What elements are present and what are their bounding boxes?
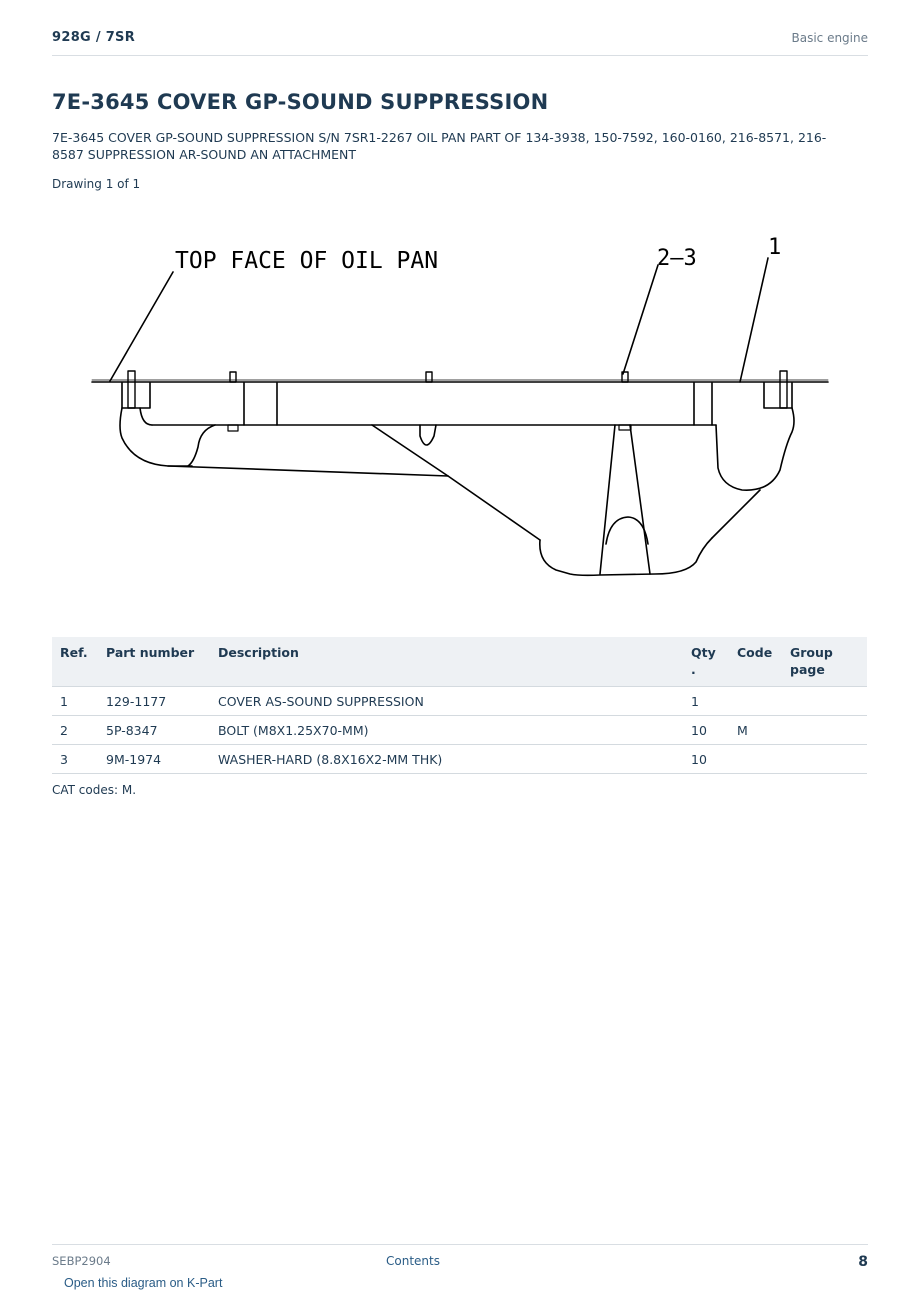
- table-header-row: [52, 637, 867, 687]
- cell-qty: 1: [683, 687, 729, 716]
- page-number: 8: [858, 1254, 868, 1270]
- table-row: [52, 716, 867, 745]
- cell-part-number: 129-1177: [98, 687, 210, 716]
- table-row: [52, 745, 867, 774]
- drawing-count: Drawing 1 of 1: [52, 177, 141, 191]
- page-header: [52, 28, 868, 56]
- table-row: [52, 687, 867, 716]
- oil-pan-drawing: [80, 222, 840, 592]
- cell-code: [729, 745, 782, 774]
- callout-2-3: 2–3: [657, 246, 697, 271]
- header-part-number: Part number: [98, 637, 210, 687]
- page-title: 7E-3645 COVER GP-SOUND SUPPRESSION: [52, 90, 549, 114]
- page-footer: [52, 1244, 868, 1274]
- cell-description: BOLT (M8X1.25X70-MM): [210, 716, 683, 745]
- leader-top-face: [110, 272, 173, 381]
- label-top-face: TOP FACE OF OIL PAN: [175, 248, 439, 274]
- section-name: Basic engine: [791, 31, 868, 45]
- model-breadcrumb: 928G / 7SR: [52, 30, 136, 45]
- parts-diagram: [80, 222, 840, 592]
- cell-part-number: 9M-1974: [98, 745, 210, 774]
- cell-qty: 10: [683, 745, 729, 774]
- bolt-marks: [128, 371, 787, 408]
- open-kpart-link[interactable]: Open this diagram on K-Part: [64, 1276, 223, 1290]
- callout-1: 1: [768, 235, 782, 260]
- cell-code: M: [729, 716, 782, 745]
- cell-group-page: [782, 716, 867, 745]
- leader-1: [740, 258, 768, 382]
- cell-ref: 3: [52, 745, 98, 774]
- document-id: SEBP2904: [52, 1254, 111, 1268]
- header-group-page: Group page: [782, 637, 867, 687]
- header-code: Code: [729, 637, 782, 687]
- cell-group-page: [782, 687, 867, 716]
- header-description: Description: [210, 637, 683, 687]
- parts-table: [52, 637, 867, 774]
- cell-ref: 1: [52, 687, 98, 716]
- contents-link[interactable]: Contents: [386, 1254, 440, 1268]
- leader-2-3: [623, 265, 658, 374]
- header-qty: Qty .: [683, 637, 729, 687]
- cell-description: COVER AS-SOUND SUPPRESSION: [210, 687, 683, 716]
- cat-codes-note: CAT codes: M.: [52, 783, 137, 797]
- cell-code: [729, 687, 782, 716]
- cell-qty: 10: [683, 716, 729, 745]
- page-subtitle: 7E-3645 COVER GP-SOUND SUPPRESSION S/N 7SR1-2267 OIL PAN PART OF 134-3938, 150-7592, 160-0160, 216-8571, 216-8587 SUPPRESSION AR-SOUND AN ATTACHMENT: [52, 130, 827, 162]
- cell-ref: 2: [52, 716, 98, 745]
- cell-part-number: 5P-8347: [98, 716, 210, 745]
- header-ref: Ref.: [52, 637, 98, 687]
- cell-description: WASHER-HARD (8.8X16X2-MM THK): [210, 745, 683, 774]
- cell-group-page: [782, 745, 867, 774]
